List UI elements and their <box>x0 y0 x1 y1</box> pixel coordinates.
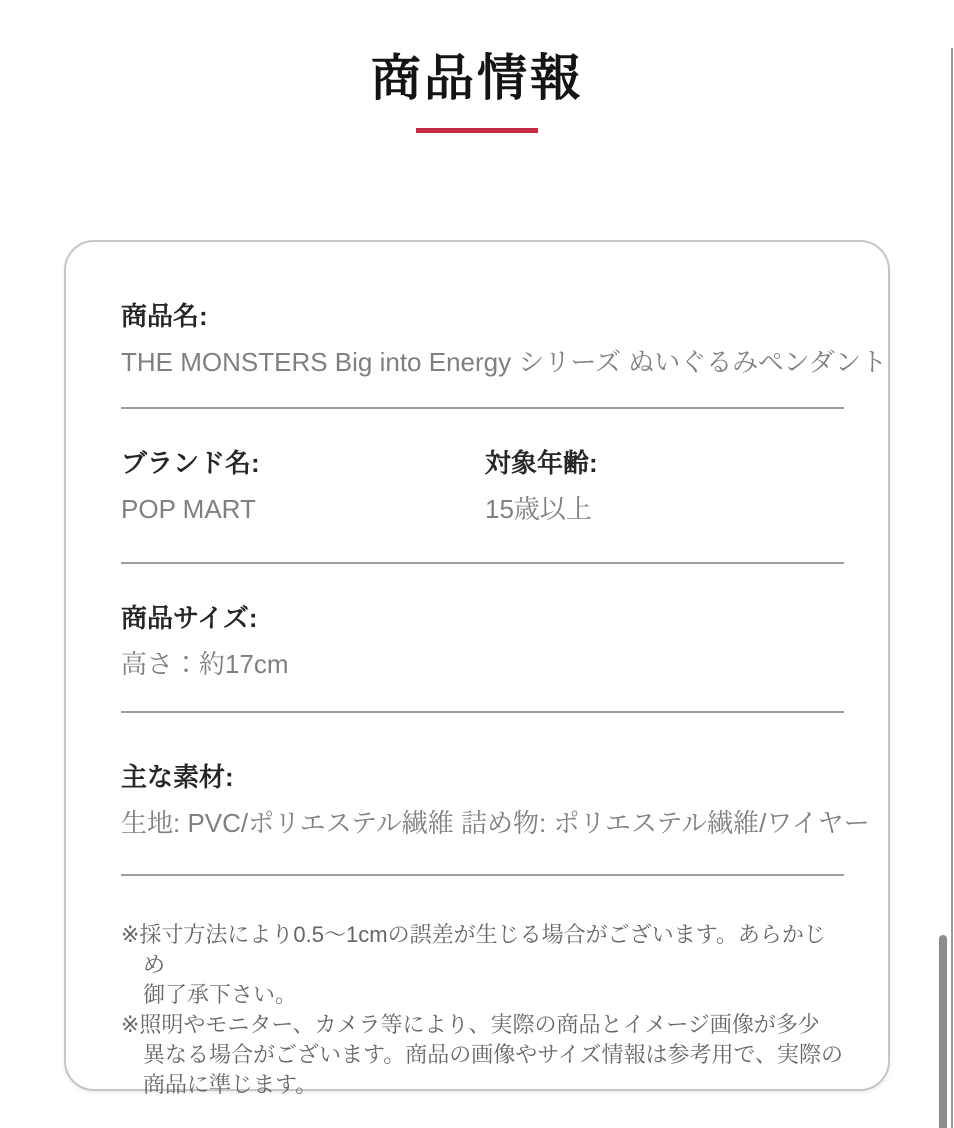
title-accent-underline <box>416 128 538 133</box>
product-info-card <box>64 240 890 1097</box>
page-right-border <box>951 48 953 1128</box>
material-value: 生地: PVC/ポリエステル繊維 詰め物: ポリエステル繊維/ワイヤー <box>121 808 870 838</box>
brand-label: ブランド名: <box>121 448 260 478</box>
scrollbar-thumb[interactable] <box>939 935 947 1128</box>
section-product-name <box>121 300 887 379</box>
divider <box>121 562 844 564</box>
divider <box>121 407 844 409</box>
age-value: 15歳以上 <box>485 494 592 524</box>
brand-column <box>121 447 485 526</box>
age-label: 対象年齢: <box>485 448 598 478</box>
section-size <box>121 602 844 681</box>
material-label: 主な素材: <box>121 762 234 792</box>
brand-value: POP MART <box>121 494 256 524</box>
age-column <box>485 447 844 526</box>
product-name-label: 商品名: <box>121 301 208 331</box>
disclaimer-notes <box>121 920 844 1100</box>
size-value: 高さ：約17cm <box>121 649 289 679</box>
disclaimer-note-color-difference: ※照明やモニター、カメラ等により、実際の商品とイメージ画像が多少 異なる場合がございます。商品の画像やサイズ情報は参考用で、実際の 商品に準じます。 <box>121 1012 844 1097</box>
product-name-value: THE MONSTERS Big into Energy シリーズ ぬいぐるみペンダント <box>121 347 887 377</box>
disclaimer-note-measurement: ※採寸方法により0.5〜1cmの誤差が生じる場合がございます。あらかじめ 御了承下さい。 <box>121 922 826 1007</box>
divider <box>121 874 844 876</box>
section-material <box>121 761 870 840</box>
section-brand-age <box>121 447 844 526</box>
size-label: 商品サイズ: <box>121 603 258 633</box>
divider <box>121 711 844 713</box>
page-title: 商品情報 <box>371 50 583 106</box>
